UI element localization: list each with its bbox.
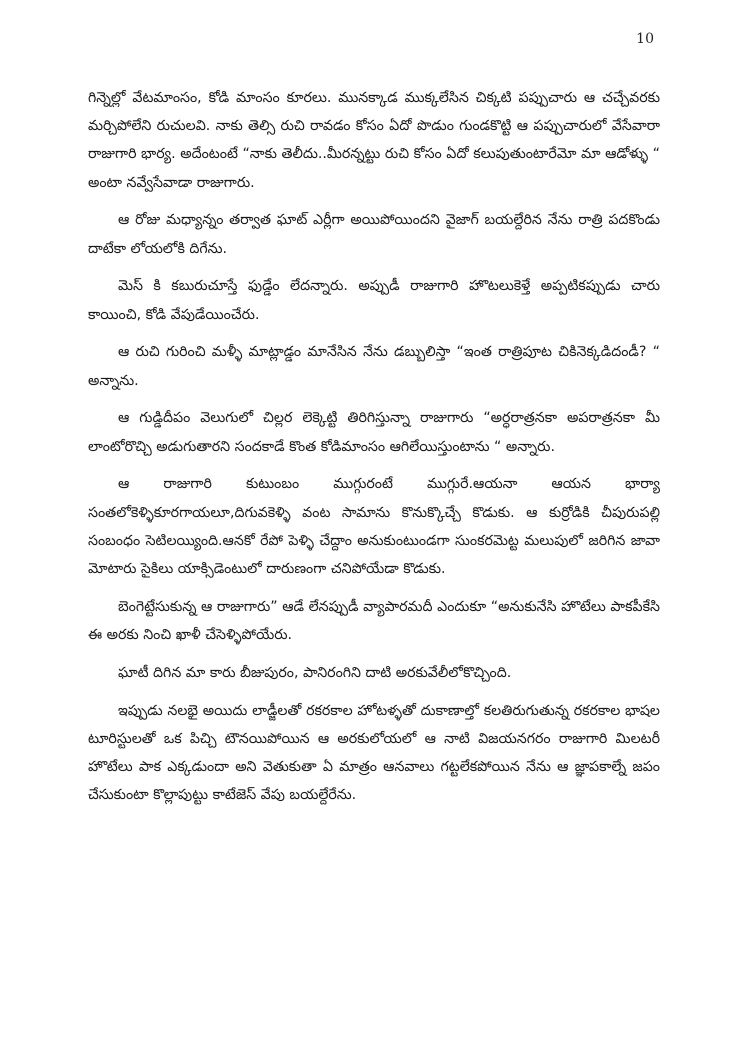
paragraph-4-text: ఆ రుచి గురించి మళ్ళీ మాట్లాడ్డం మానేసిన నేను డబ్బులిస్తా “ఇంత రాత్రిపూట చికినెక్కడిదండీ? “ అన్నాను. xyxy=(88,344,660,389)
paragraph-8-text: ఘాటీ దిగిన మా కారు బీజుపురం, పానిరంగిని దాటి అరకువేలీలోకొచ్చింది. xyxy=(118,664,512,681)
paragraph-8 xyxy=(88,659,660,687)
paragraph-7 xyxy=(88,593,660,649)
paragraph-7-text: బెంగెట్టేసుకున్న ఆ రాజుగారు” ఆడే లేనప్పుడీ వ్యాపారమదీ ఎందుకూ “అనుకునేసి హొటేలు పాకపీకేసి ఈ అరకు నించి ఖాళీ చేసెళ్ళిపోయేరు. xyxy=(88,598,660,644)
paragraph-2-text: ఆ రోజు మధ్యాన్నం తర్వాత ఘాట్ ఎర్లీగా అయిపోయిందని వైజాగ్ బయల్దేరిన నేను రాత్రి పదకొండు దాటేకా లోయలోకి దిగేను. xyxy=(88,212,660,257)
paragraph-3-text: మెస్ కి కబురుచూస్తే ఫుడ్డేం లేదన్నారు. అప్పుడీ రాజుగారి హొటలుకెళ్తే అప్పటికప్పుడు చారు కాయించి, కోడి వేపుడేయించేరు. xyxy=(88,278,660,323)
paragraph-6-text: ఆ రాజుగారి కుటుంబం ముగ్గురంటే ముగ్గురే.ఆయనా ఆయన భార్యా సంతలోకెళ్ళికూరగాయలూ,దిగువకెళ్ళి వంట సామాను కొనుక్కొచ్చే కొడుకు. ఆ కుర్రోడికి చీపురుపల్లి సంబంధం సెటిలయ్యింది.ఆనకో రేపో పెళ్ళి చేద్దాం అనుకుంటుండగా సుంకరమెట్ట మలుపులో జరిగిన జావా మోటారు సైకిలు యాక్సిడెంటులో దారుణంగా చనిపోయేడా కొడుకు. xyxy=(88,476,660,578)
paragraph-5-text: ఆ గుడ్డిదీపం వెలుగులో చిల్లర లెక్కెట్టి తిరిగిస్తున్నా రాజుగారు “అర్ధరాత్రనకా అపరాత్రనకా మీ లాంటోరొచ్చి అడుగుతారని సందకాడే కొంత కోడిమాంసం ఆగిలేయిస్తుంటాను “ అన్నారు. xyxy=(88,410,660,455)
paragraph-9 xyxy=(88,697,660,810)
paragraph-9-text: ఇప్పుడు నలభై అయిదు లాడ్జీలతో రకరకాల హోటళ్ళతో దుకాణాల్తో కలతిరుగుతున్న రకరకాల భాషల టూరిస్టులతో ఒక పిచ్చి టౌనయిపోయిన ఆ అరకులోయలో ఆ నాటి విజయనగరం రాజుగారి మిలటరీ హొటేలు పాక ఎక్కడుందా అని వెతుకుతా ఏ మాత్రం ఆనవాలు గట్టలేకపోయిన నేను ఆ జ్ఞాపకాల్నే జపం చేసుకుంటా కొల్లాపుట్టు కాటేజెస్ వేపు బయల్దేరేను. xyxy=(88,702,660,804)
paragraph-2 xyxy=(88,206,660,262)
paragraph-1-text: గిన్నెల్లో వేటమాంసం, కోడి మాంసం కూరలు. మునక్కాడ ముక్కలేసిన చిక్కటి పప్పుచారు ఆ చచ్చేవరకు మర్చిపోలేని రుచులవి. నాకు తెల్సి రుచి రావడం కోసం ఏదో పొడుం గుండకొట్టి ఆ పప్పుచారులో వేసేవారా రాజుగారి భార్య. అదేంటంటే “నాకు తెలీదు..మీరన్నట్టు రుచి కోసం ఏదో కలుపుతుంటారేమో మా ఆడోళ్ళు “ అంటా నవ్వేసేవాడా రాజుగారు. xyxy=(88,90,660,191)
paragraph-5 xyxy=(88,404,660,460)
paragraph-1 xyxy=(88,84,660,197)
paragraph-3 xyxy=(88,272,660,328)
paragraph-4 xyxy=(88,338,660,394)
body-text xyxy=(88,84,660,819)
paragraph-6 xyxy=(88,470,660,583)
page-number: 10 xyxy=(636,31,654,47)
